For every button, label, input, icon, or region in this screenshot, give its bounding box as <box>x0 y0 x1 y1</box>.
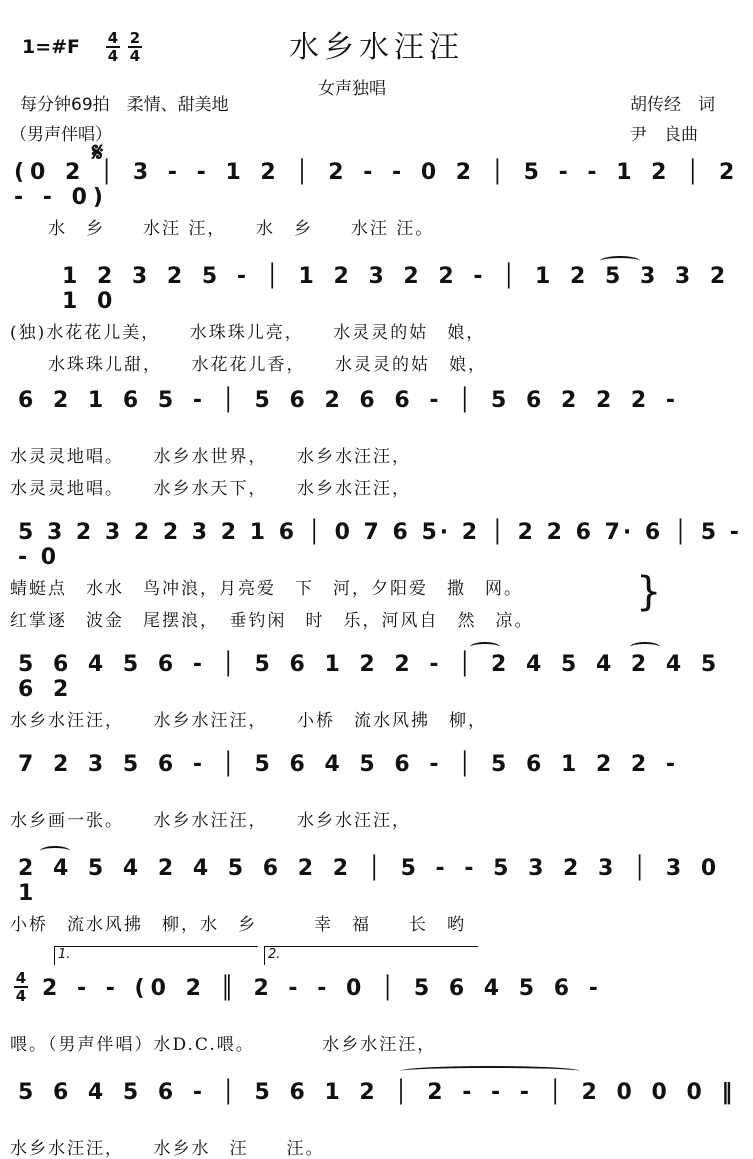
lyric-line-1: 水乡水汪汪， 水乡水 汪 汪。 <box>10 1139 325 1159</box>
slur-mark <box>630 642 660 652</box>
volta-bracket-2: 2. <box>264 946 478 965</box>
volta-bracket-1: 1. <box>54 946 258 965</box>
notation-line: 2 4 5 4 2 4 5 6 2 2 │ 5 - - 5 3 2 3 │ 3 0 1 <box>18 856 723 906</box>
performer-label: 女声独唱 <box>318 79 386 99</box>
time-signature-2-4: 2 4 <box>129 29 141 65</box>
lyric-line-1: 水乡画一张。 水乡水汪汪， 水乡水汪汪， <box>10 811 411 831</box>
lyric-line-1: 喂。（男声伴唱）水D.C.喂。 水乡水汪汪， <box>10 1035 437 1055</box>
notation-line: 5 6 4 5 6 - │ 5 6 1 2 │ 2 - - - │ 2 0 0 0 ‖ <box>18 1080 739 1105</box>
segno-icon: 𝄋 <box>92 138 104 168</box>
slur-mark <box>40 846 70 856</box>
lyric-line-2: 红掌逐 波金 尾摆浪， 垂钓闲 时 乐，河风自 然 凉。 <box>10 611 534 631</box>
time-signature-4-4: 4 4 <box>107 29 119 65</box>
lyric-line-1: 小桥 流水风拂 柳，水 乡 幸 福 长 哟 <box>10 915 466 935</box>
slur-mark <box>470 642 500 652</box>
lyric-line-1: 水乡水汪汪， 水乡水汪汪， 小桥 流水风拂 柳， <box>10 711 487 731</box>
notation-line: (0 2 │ 3 - - 1 2 │ 2 - - 0 2 │ 5 - - 1 2 │ 2 - - 0) <box>14 160 741 210</box>
lyric-line-1: 水 乡 水汪 汪， 水 乡 水汪 汪。 <box>48 219 435 239</box>
notation-line: 1 2 3 2 5 - │ 1 2 3 2 2 - │ 1 2 5 3 3 2 1 0 <box>62 264 732 314</box>
tempo-marking: 每分钟69拍 柔情、甜美地 <box>20 95 229 115</box>
key-signature: 1=#F <box>22 36 81 58</box>
lyric-line-1: 水灵灵地唱。 水乡水世界， 水乡水汪汪， <box>10 447 411 467</box>
composer-credit: 尹 良曲 <box>630 125 698 145</box>
lyric-line-1: (独)水花花儿美， 水珠珠儿亮， 水灵灵的姑 娘， <box>10 323 486 343</box>
song-title: 水乡水汪汪 <box>289 30 464 65</box>
verse-brace: } <box>636 569 662 615</box>
accompaniment-note: （男声伴唱） <box>10 125 112 145</box>
notation-line: 7 2 3 5 6 - │ 5 6 4 5 6 - │ 5 6 1 2 2 - <box>18 752 682 777</box>
lyricist-credit: 胡传经 词 <box>630 95 715 115</box>
notation-line: 5 3 2 3 2 2 3 2 1 6 │ 0 7 6 5· 2 │ 2 2 6 7· 6 │ 5 - - 0 <box>18 520 742 570</box>
lyric-line-2: 水珠珠儿甜， 水花花儿香， 水灵灵的姑 娘， <box>10 355 487 375</box>
notation-line: 5 6 4 5 6 - │ 5 6 1 2 2 - │ 2 4 5 4 2 4 5 6 2 <box>18 652 723 702</box>
tie-mark <box>400 1066 580 1076</box>
time-signature-4-4: 4 4 <box>15 969 27 1005</box>
lyric-line-1: 蜻蜓点 水水 鸟冲浪，月亮爱 下 河，夕阳爱 撒 网。 <box>10 579 523 599</box>
lyric-line-2: 水灵灵地唱。 水乡水天下， 水乡水汪汪， <box>10 479 411 499</box>
notation-line: 2 - - (0 2 ║ 2 - - 0 │ 5 6 4 5 6 - <box>42 976 604 1001</box>
notation-line: 6 2 1 6 5 - │ 5 6 2 6 6 - │ 5 6 2 2 2 - <box>18 388 682 413</box>
